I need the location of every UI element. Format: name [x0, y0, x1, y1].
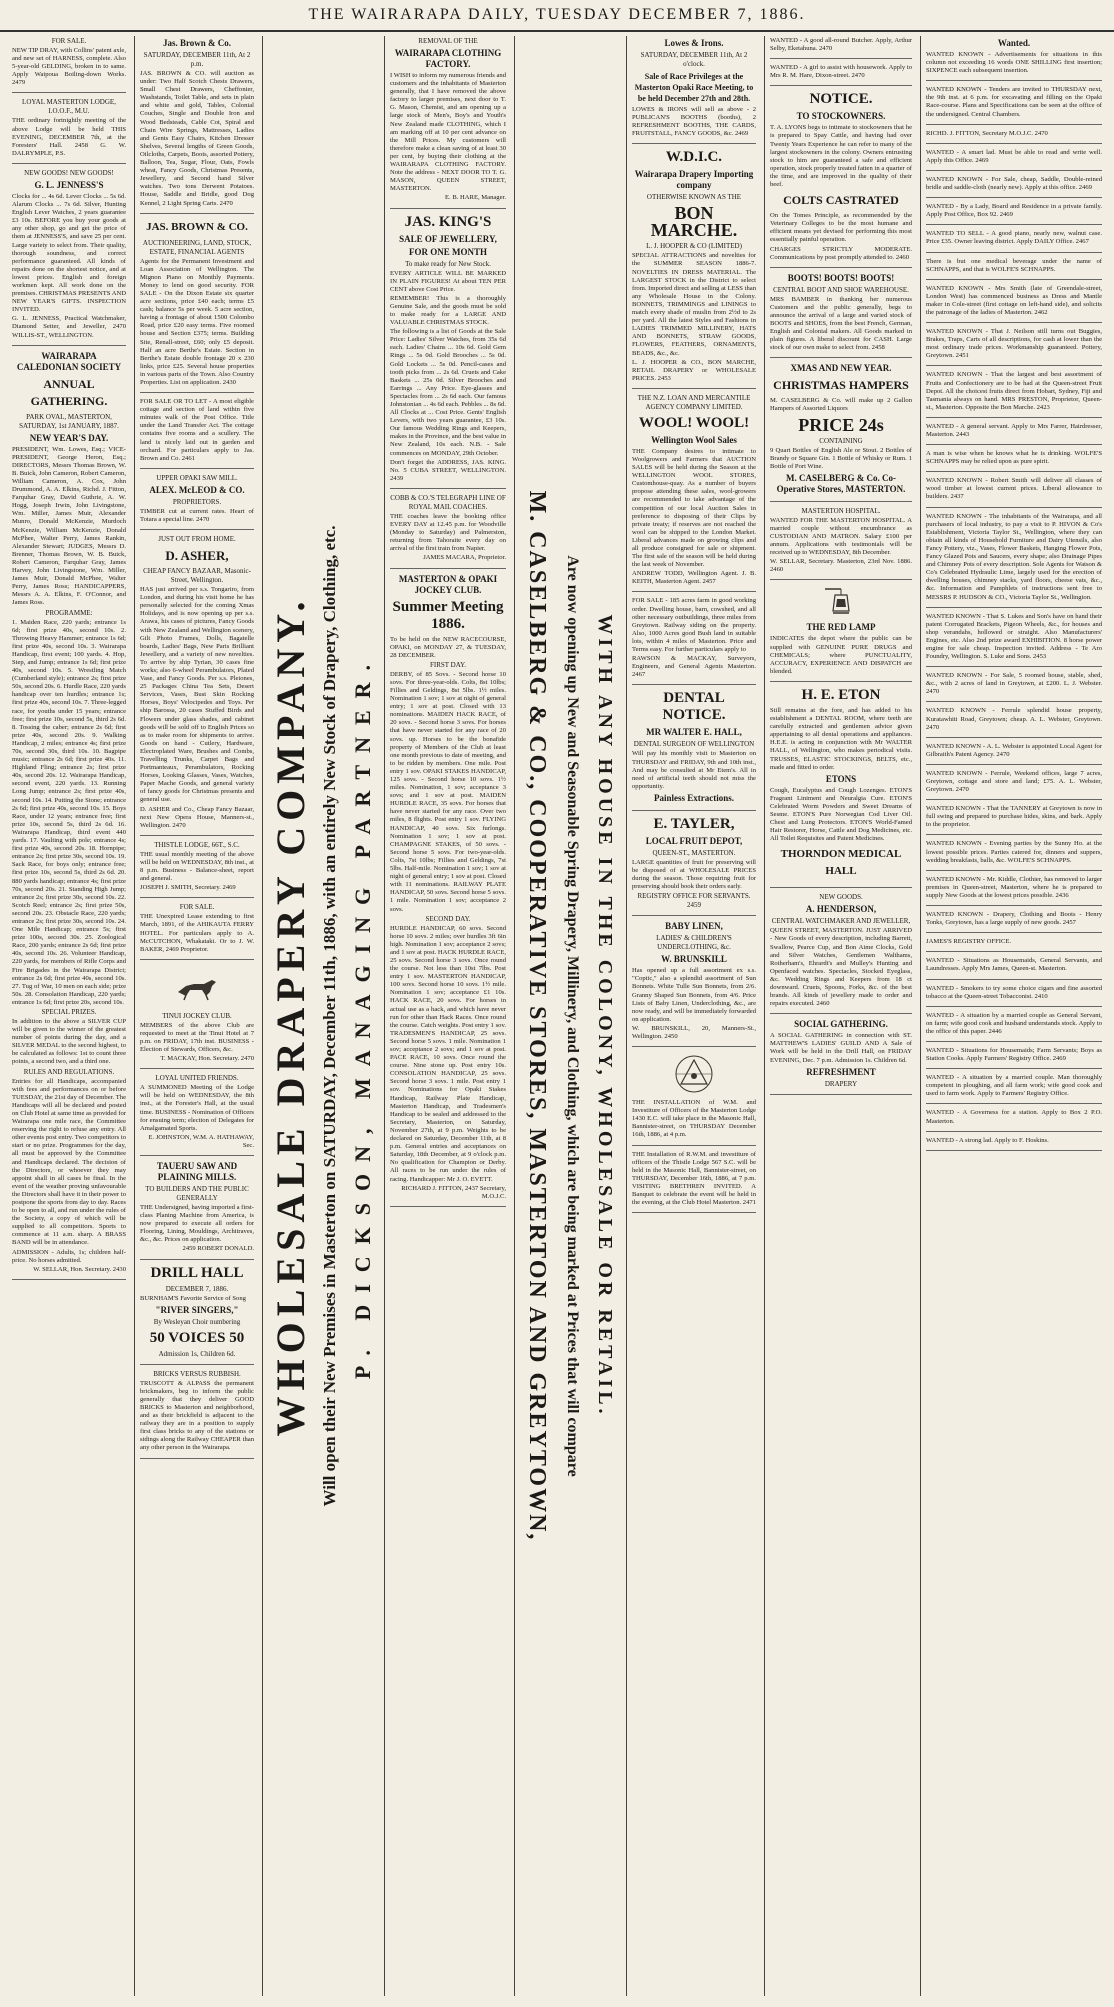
rotated-line-5: Are now opening up New and Seasonable Spring Drapery, Millinery, and Clothing, which are being marked at Prices that will compare [564, 555, 581, 1477]
column-rule [262, 36, 263, 1996]
column-4 [628, 36, 760, 1996]
ad-eton-chemist: H. E. ETON Still remains at the fore, and has added to his establishment a DENTAL ROOM, where teeth are carefully extracted and gentlemen advice given appertaining to all dental operations and appliances. H.E.E. is acting in conjunction with Mr WALTER HALL, of Wellington, who makes periodical visits. TRUSSES, ELASTIC STOCKINGS, BELTS, etc., made and fitted to order. ETONS Cough, Eucalyptus and Cough Lozenges. ETON'S Fragrant Liniment and Neuralgia Cure. ETON'S Celebrated Worm Powders and Sweet Dreams of Sesme. ETON'S Pure Norwegian Cod Liver Oil. Chest and Lung Protectors. ETON'S World-Famed Hair Restorer, Horse, Cattle and Dog Medicines, etc. All Toilet Requisites and Patent Medicines. THORNDON MEDICAL HALL [770, 687, 912, 888]
column-rule [626, 36, 627, 1996]
wanted-item: WANTED - Smokers to try some choice cigars and fine assorted tobacco at the Queen-street Tobacconist. 2410 [926, 985, 1102, 1007]
ad-christmas-hampers: XMAS AND NEW YEAR. CHRISTMAS HAMPERS M. CASELBERG & Co. will make up 2 Gallon Hampers of Assorted Liquors PRICE 24s CONTAINING 9 Quart Bottles of English Ale or Stout. 2 Bottles of Brandy or Square Gin. 1 Bottle of Whisky or Rum. 1 Bottle of Port Wine. M. CASELBERG & Co. Co-Operative Stores, MASTERTON. [770, 363, 912, 501]
wanted-item: There is but one medical beverage under the name of SCHNAPPS, and that is WOLFE'S SCHNAPPS. [926, 258, 1102, 280]
wanted-item: WANTED KNOWN - That the TANNERY at Greytown is now in full swing and prepared to purchase hides, skins, and bark. Apply to the proprietor. [926, 805, 1102, 835]
wanted-list [926, 51, 1102, 1151]
ad-bon-marche: W.D.I.C. Wairarapa Drapery Importing company OTHERWISE KNOWN AS THE BON MARCHE. L. J. HOOPER & CO (LIMITED) SPECIAL ATTRACTIONS and novelties for the SUMMER SEASON 1886-7. NOVELTIES IN DRESS MATERIAL. The LARGEST STOCK in the District to select from. Imported direct and selling at LESS than any Wholesale House in the Colony. BONNETS, TRIMMINGS and LININGS to match every shade of muslin from 2½d to 2s per yard. All the latest Styles and Fashions in LADIES TRIMMED MILLINERY, HATS AND BONNETS, STRAW GOODS, FLOWERS, FEATHERS, ORNAMENTS, BEADS, &c., &c. L. J. HOOPER & CO., BON MARCHE, RETAIL DRAPERY or WHOLESALE PRICES. 2453 [632, 149, 756, 389]
wanted-item: WANTED - A strong lad. Apply to F. Hoskins. [926, 1137, 1102, 1151]
ad-ferry-hotel-lease: FOR SALE. THE Unexpired Lease extending to first March, 1891, of the AHIKAUTA FERRY HOTEL. For particulars apply to A. McCUTCHON, Whakataki. Or to J. W. BAKER, 2469 Proprietor. [140, 903, 254, 959]
ad-boots: BOOTS! BOOTS! BOOTS! CENTRAL BOOT AND SHOE WAREHOUSE. MRS BAMBER in thanking her numerous Customers and the public generally, begs to announce the arrival of a large and varied stock of BOOTS and SHOES, from the best French, German, English and Colonial makers. All Goods marked in plain figures. A liberal discount for CASH. Large stock of our own make to select from. 2458 [770, 273, 912, 359]
ad-jenness: NEW GOODS! NEW GOODS! G. L. JENNESS'S Clocks for ... 4s 6d. Lever Clocks ... 5s 6d. Alarum Clocks ... 7s 6d. Silver, Hunting English Lever Watches, 2 years guarantee £3 10s. BEFORE you buy your goods at any other shop, go and get the price of them at JENNESS'S, and save 25 per cent. Large variety to select from. Their quality, thorough soundness, and correct performance guaranteed. All kinds of repairs done on the shortest notice, and at lowest prices. English and foreign workmen kept. All work done on the premises. CHRISTMAS PRESENTS AND NEW YEAR'S GIFTS. INSPECTION INVITED. G. L. JENNESS, Practical Watchmaker, Diamond Setter, and Jeweller, 2470 WILLIS-ST., WELLINGTON. [12, 169, 126, 346]
rotated-line-2: Will open their New Premises in Masterton on SATURDAY, December 11th, 1886, with an entirely New Stock of Drapery, Clothing, etc. [320, 525, 339, 1507]
wanted-item: WANTED KNOWN - Robert Smith will deliver all classes of wood timber at lowest current prices. Liberal allowance to builders. 2437 [926, 477, 1102, 507]
column-1 [8, 36, 130, 1996]
ad-jas-brown-auction: Jas. Brown & Co. SATURDAY, DECEMBER 11th, At 2 p.m. JAS. BROWN & CO. will auction as under: Two Half Scotch Chests Drawers, Small Chest Drawers, Cheffonier, Washstands, Toilet Table, and sets in plain and white and gold, Tables, Colonial Couches, Single and Double Iron and Wood Bedsteads, Cable Cot, Spiral and Chain Wire Springs, Mattresses, Ladies and Gents Easy Chairs, Kitchen Dresser Shelves, Several lengths of Green Goods, Oilcloths, Carpets, Boots, assorted Pottery, Balloon, Tea, Sugar, Flour, Oats, Fowls wheat, Fancy Goods, Christmas Presents, Jewellery, and Second hand Silver watches. Two tons Derwent Potatoes. House, Saddle and Bridle, good Dog Kennel, 2 Light Spring Carts. 2470 [140, 38, 254, 214]
ad-tayler-fruit: E. TAYLER, LOCAL FRUIT DEPOT, QUEEN-ST., MASTERTON. LARGE quantities of fruit for preserving will be disposed of at WHOLESALE PRICES during the season. Those requiring fruit for preserving should book their orders early. REGISTRY OFFICE FOR SERVANTS. 2459 [632, 816, 756, 916]
column-rule [134, 36, 135, 1996]
rotated-line-4: M. CASELBERG & CO., COOPERATIVE STORES, MASTERTON AND GREYTOWN, [524, 490, 551, 1542]
ad-wanted-butcher: WANTED - A good all-round Butcher. Apply, Arthur Selby, Eketahuna. 2470 [770, 37, 912, 59]
ad-thistle-installation: THE Installation of R.W.M. and investiture of officers of the Thistle Lodge 567 S.C. will be held in the Masonic Hall, Bannister-street, on THURSDAY, December 16th, 1886, at 7 p.m. VISITING BRETHREN INVITED. A Banquet to celebrate the event will be held in the evening, at the Club Hotel Masterton. 2471 [632, 1151, 756, 1214]
wanted-item: WANTED KNOWN - Ferrule, Weekend offices, large 7 acres, Greytown, cottage and store and land; £75. A. L. Webster, Greytown. 2470 [926, 770, 1102, 800]
ad-bricks: BRICKS VERSUS RUBBISH. TRUSCOTT & ALPASS the permanent brickmakers, beg to inform the public generally that they deliver GOOD BRICKS to Masterton and neighborhood, and as their brickfield is adjacent to the railway they are in a position to supply first class bricks to any of the stations or sidings along the Railway CHEAPER than any other person in the Wairarapa. [140, 1370, 254, 1459]
wanted-item: WANTED KNOWN - The inhabitants of the Wairarapa, and all purchasers of local industry, to pay a visit to P. HIVON & Co's Establishment, Victoria Taylor St., Wellington, where they can obtain all kinds of Household Furniture and Dairy Utensils, also Fancy Pottery, viz., Vases, Flower Baskets, Hanging Flower Pots, Fancy Glazed Pots and Saucers, every shape; also Drainage Pipes and Chimney Pots of every description. Sole Agents for Watson & Co's Celebrated Hydraulic Lime, largely used for the erection of dwelling houses, chimney stacks, yard floors, cheese vats, &c., &c. Information and Pamphlets of instructions sent free to MESSRS P. HUDSON & CO., Victoria Taylor St., Wellington. [926, 513, 1102, 608]
column-rule [384, 36, 385, 1996]
wanted-item: WANTED - A smart lad. Must be able to read and write well. Apply this Office. 2469 [926, 149, 1102, 171]
ad-farm-for-sale: FOR SALE - 185 acres farm in good working order. Dwelling house, barn, cowshed, and all other necessary outbuildings, three miles from Greytown. Railway siding on the property. Also, 1000 Acres good Bush land in suitable lots, within 4 miles of Masterton. Price and Terms easy. For further particulars apply to RAWSON & MACKAY, Surveyors, Engineers, and General Agents Masterton. 2467 [632, 597, 756, 685]
ad-cobb-coaches: COBB & CO.'S TELEGRAPH LINE OF ROYAL MAIL COACHES. THE coaches leave the booking office EVERY DAY at 12.45 p.m. for Woodville (Monday to Saturday) and Palmerston, returning from Tahoraite every day on arrival of the first train from Napier. JAMES MACARA, Proprietor. [390, 494, 506, 569]
wanted-item: WANTED - Situations for Housemaids; Farm Servants; Boys as Station Cooks. Apply Farmers' Registry Office. 2469 [926, 1047, 1102, 1069]
wanted-item: WANTED KNOWN - Evening parties by the Sunny Ho. at the lowest possible prices. Parties catered for, dinners and suppers, wedding breakfasts, balls, &c. WOLFE'S SCHNAPPS. [926, 840, 1102, 870]
wanted-item: WANTED - A general servant. Apply to Mrs Farrer, Hairdresser, Masterton. 2443 [926, 423, 1102, 445]
column-5 [766, 36, 916, 1996]
masthead: THE WAIRARAPA DAILY, TUESDAY DECEMBER 7, 1886. [0, 0, 1114, 32]
ad-tip-dray: FOR SALE. NEW TIP DRAY, with Collins' patent axle, and new set of HARNESS, complete. Also 5-year-old GELDING, broken in to same. Apply Waipoua Boiling-down Works. 2479 [12, 37, 126, 93]
rotated-line-6: WITH ANY HOUSE IN THE COLONY, WHOLESALE OR RETAIL. [594, 614, 617, 1418]
ad-masonic-installation: THE INSTALLATION of W.M. and Investiture of Officers of the Masterton Lodge 1430 E.C. will take place in the Masonic Hall, Bannister-street, on THURSDAY December 16th, 1886, at 4 p.m. [632, 1052, 756, 1145]
wanted-item: WANTED - A Governess for a station. Apply to Box 2 P.O. Masterton. [926, 1109, 1102, 1131]
wanted-item: A man is wise when he knows what he is drinking. WOLFE'S SCHNAPPS may be relied upon as pure spirit. [926, 450, 1102, 472]
column-rule [764, 36, 765, 1996]
racehorse-illustration [172, 965, 222, 1009]
rotated-line-1: WHOLESALE DRAPERY COMPANY. [267, 595, 313, 1437]
ad-lowes-irons: Lowes & Irons. SATURDAY, DECEMBER 11th, At 2 o'clock. Sale of Race Privileges at the Masterton Opaki Race Meeting, to be held December 27th and 28th. LOWES & IRONS will sell as above - 2 PUBLICAN'S BOOTHS (booths), 2 REFRESHMENT BOOTHS, THE CARDS, FRUITSTALL, FANCY GOODS, &c. 2469 [632, 38, 756, 144]
wanted-item: WANTED KNOWN - A. L. Webster is appointed Local Agent for Gilbraith's Patent Agency. 2470 [926, 743, 1102, 765]
lamp-icon [821, 585, 861, 619]
wanted-item: WANTED - A situation by a married couple. Man thoroughly competent in ploughing, and all farm work; wife good cook and used to farm work. Apply to Farmers' Registry Office. [926, 1074, 1102, 1104]
wanted-item: WANTED - A situation by a married couple as General Servant, on farm; wife good cook and husband understands stock. Apply to the office of this paper. 2446 [926, 1012, 1102, 1042]
ad-stockowners-notice: NOTICE. TO STOCKOWNERS. T. A. LYONS begs to intimate to stockowners that he is prepared to Spay Cattle, and having had over Twenty Years Experience he can refer to many of the largest stockowners in the colony. Owners entrusting stock to him are guaranteed a safe and efficient operation, stock properly treated fatten in a quarter of the time, and are improved in the quality of their beef. COLTS CASTRATED On the Tomes Principle, as recommended by the Veterinary Colleges to be the most humane and efficient means yet devised for performing this most essentially painful operation. CHARGES STRICTLY MODERATE. Communications by post promptly attended to. 2460 [770, 91, 912, 267]
wanted-heading: Wanted. [997, 38, 1031, 48]
ad-jas-king-jewellery: JAS. KING'S SALE OF JEWELLERY, FOR ONE MONTH To make ready for New Stock. EVERY ARTICLE WILL BE MARKED IN PLAIN FIGURES! At about TEN PER CENT above Cost Price. REMEMBER! This is a thoroughly Genuine Sale, and the goods must be sold to make ready for a LARGE AND VALUABLE CHRISTMAS STOCK. The following is a list of Goods at the Sale Price: Ladies' Silver Watches, from 35s 6d each. Ladies' Chains ... 10s 6d. Gold Gem Rings ... 5s 0d. Gold Brooches ... 5s 0d. Gold Lockets ... 5s 0d. Pencil-cases and tooth picks from ... 2s 6d. Cruets and Cake Baskets ... 25s 0d. Silver Brooches and Earrings ... Any Price. Eye-glasses and Spectacles from ... 2s 6d each. Our famous Johnstonian ... 4s 6d each. Pebbles ... 8s 6d. All Clocks at ... Cost Price. Gents' English Levers, with two years guarantee, £3 10s. Our famous Wedding Rings and Keepers, makes in the Province, and the best value in New Zealand, 10s each. N.B. - Sale commences on MONDAY, 29th October. Don't forget the ADDRESS, JAS. KING. No. 5 CUBA STREET, WELLINGTON. 2439 [390, 214, 506, 489]
ad-dental-notice: DENTAL NOTICE. MR WALTER E. HALL, DENTAL SURGEON OF WELLINGTON Will pay his monthly visit to Masterton on THURSDAY and FRIDAY, 9th and 10th inst., And may be consulted at Mr Etem's. All in need of artificial teeth should not miss the opportunity. Painless Extractions. [632, 690, 756, 810]
ad-asher-bazaar: JUST OUT FROM HOME. D. ASHER, CHEAP FANCY BAZAAR, Masonic-Street, Wellington. HAS just arrived per s.s. Tongariro, from London, and during his visit home he has personally selected for the coming Xmas Holidays, and is now opening up per s.s. Arawa, his cases of pictures, Fancy Goods with New Zealand and Wellington scenery, Gilt Photo Frames, Dolls, Bagatelle boards, Ladies' Bags, New Paris Brilliant Jewellery, and a variety of new novelties. To arrive by ship Tyrian, 30 cases fine works; also 6-wheel Perambulators, Plated Vase, and Fancy Goods. Per s.s. Pleiones, 25 Packages China Tea Sets, Desert Services, Vases, Bust Skin Rocking Horses, Boys' Velocipedes and Toys. Per ship Barossa, 20 cases Stuffed Birds and Flowers under glass shades, and cabinet goods will be sold off to English Prices so as to make room for shipments to arrive. Goods on hand - Cutlery, Hardware, Electroplated Ware, Brushes and Combs, Travelling Trunks, Carpet Bags and Portmanteaux, Perambulators, Rocking Horses, Looking Glasses, Vases, Watches, Paper Mache Goods, and general variety of fancy goods for Christmas presents and general use. D. ASHER and Co., Cheap Fancy Bazaar, next New Opera House, Manners-st., Wellington. 2470 [140, 535, 254, 836]
column-rule [920, 36, 921, 1996]
ad-clothing-factory: REMOVAL OF THE WAIRARAPA CLOTHING FACTORY. I WISH to inform my numerous friends and customers and the inhabitants of Masterton generally, that I have removed the above factory to larger premises, next door to T. G. Mason, Chemist, and am opening up a large stock of Men's, Boy's and Youth's New Zealand made CLOTHING, which I am marking off at 10 per cent advance on the Mill Prices. My customers will therefore make a clean saving of at least 30 per cent, by buying their clothing at the WAIRARAPA CLOTHING FACTORY. Note the address - NEXT DOOR TO T. G. MASON, QUEEN STREET, MASTERTON. E. B. HARE, Manager. [390, 37, 506, 209]
column-2 [136, 36, 258, 1996]
ad-cottage-to-let: FOR SALE OR TO LET - A most eligible cottage and section of land within five minutes walk of the Post Office. Title under the Land Transfer Act. The cottage contains five rooms and a scullery. The land is nicely laid out in garden and orchard. For particulars apply to Jas. Brown and Co. 2461 [140, 398, 254, 469]
wanted-item: WANTED KNOWN - Mrs Smith (late of Greendale-street, London West) has commenced business as Dress and Mantle maker in Cole-street (first cottage on left-hand side), and solicits the patronage of the ladies of Masterton. 2462 [926, 285, 1102, 323]
column-rule [514, 36, 515, 1996]
rotated-line-3: P. DICKSON, MANAGING PARTNER. [350, 652, 375, 1380]
column-6 [922, 36, 1106, 1996]
ad-wanted-girl: WANTED - A girl to assist with housework. Apply to Mrs R. M. Hare, Dixon-street. 2470 [770, 64, 912, 86]
ad-caledonian-society: WAIRARAPA CALEDONIAN SOCIETY ANNUAL GATHERING. PARK OVAL, MASTERTON, SATURDAY, 1st JANUARY, 1887. NEW YEAR'S DAY. PRESIDENT, Wm. Lowes, Esq.; VICE-PRESIDENT, George Heron, Esq.; DIRECTORS, Messrs Thomas Brown, W. B. Buick, John Cameron, Robert Cameron, William Cameron, A. Cox, John Drummond, A. A. Elkins, Richd. J. Fitton, Farquhar Gray, David Guthrie, A. W. Hogg, Joseph Irwin, John Livingstone, Wm. Miller, James Muir, Alexander Munro, Donald McKenzie, Murdoch McKenzie, William McKenzie, Donald McPhee, Walter Perry, James Rankin, Alexander Stewart; JUDGES, Messrs D. Brenner, Thomas Brown, W. B. Buick, Robert Cameron, Farquhar Gray, James Harvey, John Livingstone, Wm. Miller, James Muir, Donald McPhee, Walter Perry, James Ross; HANDICAPPERS, Messrs A. A. Elkins, F. O'Connor, and James Ross. PROGRAMME: 1. Maiden Race, 220 yards; entrance 1s 6d; first prize 40s, second 10s. 2. Throwing Heavy Hammer; entrance 1s 6d; first prize 40s, second 10s. 3. Wairarapa Handicap, first event; 100 yards. 4. Hop, Step, and Jump; entrance 1s 6d; first prize 40s, second 10s. 5. Wrestling Match (Cumberland style); entrance 2s; first prize 50s, second 20s. 6. Hurdle Race, 220 yards handicap over ten hurdles; entrance 1s; first prize 40s, second 10s. 7. Three-legged race, for youths under 15 years; entrance free; first prize 10s, second 5s, third 2s 6d. 8. Tossing the caber; entrance 2s 6d; first prize 40s, second 20s. 9. Walking Handicap, 2 miles; entrance 4s; first prize 70s, second 30s, third 10s. 10. Bagpipe music; entrance 2s 6d; first prize 40s. 11. Highland Fling; entrance 2s; first prize 40s, second 20s. 12. Wairarapa Handicap, second event, 220 yards. 13. Running Long Jump; entrance 2s; first prize 40s, second 10s. 14. Putting the Stone; entrance 2s 6d; first prize 40s, second 10s. 15. Boys Race, under 12 years; entrance free; first prize 10s, second 5s, third 2s 6d. 16. Wairarapa Handicap, third event 440 yards. 17. Vaulting with pole; entrance 4s; first prize 40s, second 20s. 18. Hornpipe; entrance 2s; first prize 30s, second 10s. 19. Sack Race, for boys only; entrance free; first prize 10s, second 5s, third 2s 6d. 20. 880 yards handicap; entrance 4s; first prize 70s, second 20s. 21. Standing High Jump; entrance 2s; first prize 30s, second 10s. 22. Scotch Reel; entrance 2s; first prize 50s, second 20s. 23. Obstacle Race, 220 yards; entrance 2s; first prize 30s, second 10s. 24. One Mile Handicap; entrance 5s; first prize 100s, second 30s. 25. Zoological Race, 200 yards; entrance 2s 6d; first prize 40s, second 10s. 26. Volunteer Handicap, 220 yards, for members of Rifle Corps and Fire Brigades in the Wairarapa District; entrance 2s 6d; first prize 40s, second 10s. 27. Tug of War, 10 men on each side; prize 50s. 28. Consolation Handicap, 220 yards; entrance 1s 6d; first prize 20s, second 10s. SPECIAL PRIZES. In addition to the above a SILVER CUP will be given to the winner of the greatest number of points during the day, and a SILVER MEDAL to the second highest, to be calculated as follows: 1st to count three points, a second two, and a third one. RULES AND REGULATIONS. Entries for all Handicaps, accompanied with fees and performances on or before TUESDAY, the 21st day of December. The Handicaps will all be declared and posted on Club Hotel at same time as provided for Wairarapa one mile race, the Committee reserving the right to refuse any entry. All other events post entry. Two competitors to start or no prize. Programmes for the day, all must be approved by the Committee and Handicaps declared. The decision of the Directors, or whoever they may appoint shall in all cases be final. In the event of the weather proving unfavourable the Directors shall have it in their power to postpone the sports from day to day. Races to be open to all, and run under the rules of the Society, a copy of which will be supplied to all competitors. Sports to commence at 11 a.m. sharp. A BRASS BAND will be in attendance. ADMISSION - Adults, 1s; children half-price. No horses admitted. W. SELLAR, Hon. Secretary. 2430 [12, 351, 126, 1280]
ad-tinui-jockey-club: TINUI JOCKEY CLUB. MEMBERS of the above Club are requested to meet at the Tinui Hotel at 7 p.m. on FRIDAY, 17th inst. BUSINESS - Election of Stewards, Officers, &c. T. MACKAY, Hon. Secretary. 2470 [140, 965, 254, 1069]
wanted-item: WANTED KNOWN - Mr. Kiddle, Clothier, has removed to larger premises in Queen-street, Masterton, where he is prepared to supply New Goods at the lowest prices possible. 2436 [926, 876, 1102, 906]
ad-jockey-club-meeting: MASTERTON & OPAKI JOCKEY CLUB. Summer Meeting 1886. To be held on the NEW RACECOURSE, OPAKI, on MONDAY 27, & TUESDAY, 28 DECEMBER. FIRST DAY. DERBY, of 85 Sovs. - Second horse 10 sovs. For three-year-olds. Colts, 8st 10lbs; Fillies and Geldings, 8st 5lbs. 1½ miles. Nomination 1 sov; 1 sov at night of general entry; 1 sov at post. Closed with 13 nominations. MAIDEN HACK RACE, of 20 sovs. - Second horse 3 sovs. For horses that have never started for any race of 20 sovs. up. Horses to be the bonafide property of Members of the Club at least one month previous to date of meeting, and to be ridden by members. One mile. Post entry 1 sov. OPAKI STAKES HANDICAP, 125 sovs. - Second horse 10 sovs. 1½ miles. Nomination, 1 sov; acceptance 3 sovs; and 1 sov at post. MAIDEN HURDLE RACE, 35 sovs. For horses that have never started for any race. Over two miles, 8 flights. Post entry 1 sov. FLYING HANDICAP, 40 sovs. Six furlongs. Nomination 1 sov; 1 sov at post. CHAMPAGNE STAKES, of 50 sovs. - Second horse 5 sovs. For two-year-olds. Colts, 7st 10lbs; Fillies and Geldings, 7st 5lbs. Half-mile. Nomination 1 sov; 1 sov at night of general entry; 1 sov at post. Closed with 11 nominations. RAILWAY PLATE HANDICAP, 50 sovs. Second horse 5 sovs. 1 mile. Nomination 1 sov; acceptance 2 sovs. SECOND DAY. HURDLE HANDICAP, 60 sovs. Second horse 10 sovs. 2 miles; over hurdles 3ft 6in high. Nomination 1 sov; acceptance 2 sovs; and 1 sov at post. HACK HURDLE RACE, 25 sovs. Second horse 3 sovs. Once round the course. Not less than 10st 7lbs. Post entry 1 sov. MASTERTON HANDICAP, 100 sovs. Second horse 10 sovs. 1½ mile. Nomination 1 sov; acceptance £1 10s. HACK RACE, 20 sovs. For horses in actual use as a hack, and which have never run for other than Hack Races. Once round the course. Catch weights. Post entry 1 sov. TRADESMEN'S HANDICAP, 25 sovs. Second horse 5 sovs. 1 mile. Nomination 1 sov; acceptance 2 sovs; and 1 sov at post. PACE RACE, 10 sovs. Once round the course. Nine stone up. Post entry 10s. CONSOLATION HANDICAP, 25 sovs. Second horse 3 sovs. 1 mile. Post entry 1 sov. Nominations for Opaki Stakes Handicap, Railway Plate Handicap, Masterton Handicap, and Tradesmen's Handicap to be sealed and addressed to the Secretary, Masterton, on Saturday, November 27th, at 9 p.m. Weights to be declared on Saturday, December 11th, at 8 p.m. General entries and acceptances on Saturday, 18th December, at 9 o'clock p.m. No qualification for Champion or Derby. All races to be run under the rules of racing. Handicapper: Mr J. O. EVETT. RICHARD J. FITTON, 2437 Secretary, M.O.J.C. [390, 574, 506, 1207]
wanted-item: WANTED KNOWN - Drapery, Clothing and Boots - Henry Tonks, Greytown, has a large supply of new goods. 2457 [926, 911, 1102, 933]
wanted-item: JAMES'S REGISTRY OFFICE. [926, 938, 1102, 952]
wanted-item: WANTED - By a Lady, Board and Residence in a private family. Apply Post Office, Box 92. 2469 [926, 203, 1102, 225]
ad-loyal-united-friends: LOYAL UNITED FRIENDS. A SUMMONED Meeting of the Lodge will be held on WEDNESDAY, the 8th inst., at the Forester's Hall, at the usual time. BUSINESS - Nomination of Officers for ensuing term; election of Delegates for Amalgamated Sports. E. JOHNSTON, W.M. A. HATHAWAY, Sec. [140, 1074, 254, 1156]
wanted-item: WANTED KNOWN - For Sale, 5 roomed house, stable, shed, &c., with 2 acres of land in Greytown, at £200. L. J. Webster. 2470 [926, 672, 1102, 702]
ad-nz-loan-wool: THE N.Z. LOAN AND MERCANTILE AGENCY COMPANY LIMITED. WOOL! WOOL! Wellington Wool Sales THE Company desires to intimate to Woolgrowers and Farmers that AUCTION SALES will be held during the Season at the WELLINGTON WOOL STORES, Customhouse-quay. As a number of buyers propose attending these sales, wool-growers are recommended to take advantage of the competition of our local Auction Sales in preference to disposing of their Clips by private treaty; if reserves are not reached the wool can be shipped to the London Market. Liberal advances made on growing clips and all produce consigned for sale or shipment. The first sale of the season will be held during the last week of November. ANDREW TODD, Wellington Agent. J. B. KEITH, Masterton Agent. 2457 [632, 394, 756, 593]
wanted-item: WANTED KNOWN - For Sale, cheap, Saddle, Double-reined bridle and saddle-cloth (nearly new). Apply at this office. 2469 [926, 176, 1102, 198]
wanted-item: WANTED KNOWN - Tenders are invited to THURSDAY next, the 9th inst. at 6 p.m. for excavating and filling on the Opaki Race-course. Plans and Specifications can be seen at the office of the undersigned. Central Chambers. [926, 86, 1102, 124]
ad-baby-linen: BABY LINEN, LADIES' & CHILDREN'S UNDERCLOTHING, &c. W. BRUNSKILL Has opened up a full assortment ex s.s. "Coptic," also a splendid assortment of Sun Bonnets. White Tulle Sun Bonnets, from 2/6. Granny Shaped Sun Bonnets, from 4/6. Price Lists of Baby Linen, Underclothing, &c., are now ready, and will be immediately forwarded on application. W. BRUNSKILL, 20, Manners-St., Wellington. 2450 [632, 921, 756, 1047]
ad-drill-hall: DRILL HALL DECEMBER 7, 1886. BURNHAM'S Favorite Service of Song "RIVER SINGERS," By Wesleyan Choir numbering 50 VOICES 50 Admission 1s, Children 6d. [140, 1265, 254, 1365]
ad-red-lamp: THE RED LAMP INDICATES the depot where the public can be supplied with GENUINE PURE DRUGS and CHEMICALS; where PUNCTUALITY, ACCURACY, EXPERIENCE AND DISPATCH are blended. [770, 585, 912, 681]
ad-jas-brown-agents: JAS. BROWN & CO. AUCTIONEERING, LAND, STOCK, ESTATE, FINANCIAL AGENTS Agents for the Permanent Investment and Loan Association of Wellington. The Mignon Piano on Monthly Payments. Money to lend on good security. FOR SALE - On the Dixon Estate six quarter acre sections, price £40 each; terms £5 cash; balance 5s per week. 5 acre section, having a frontage of about 1500 Colombo Road, price £20 easy terms. Five roomed house and Section £375; terms. Building Site, Renall-street, £60; only £5 deposit. Half an acre Berthe's Estate. Section in Berthe's Estate double frontage 20 x 230 links, price £25. Several house properties in various parts of the Town. Also Country Properties. List on application. 2430 [140, 219, 254, 394]
wanted-item: WANTED - Situations as Housemaids, General Servants, and Laundresses. Apply Mrs James, Queen-st. Masterton. [926, 957, 1102, 979]
wanted-item: WANTED KNOWN - Ferrule splendid house property, Kuratawhiti Road, Greytown; cheap. A. L. Webster, Greytown. 2470 [926, 707, 1102, 737]
ad-oddfellows-lodge: LOYAL MASTERTON LODGE, I.O.O.F., M.U. THE ordinary fortnightly meeting of the above Lodge will be held THIS EVENING, DECEMBER 7th, at the Foresters' Hall. 2458 G. W. DALRYMPLE, P.S. [12, 98, 126, 163]
ad-social-gathering: SOCIAL GATHERING. A SOCIAL GATHERING in connection with ST. MATTHEW'S LADIES' GUILD AND A Sale of Work will be held in the Drill Hall, on FRIDAY EVENING, Dec. 7 p.m. Admission 1s. Children 6d. REFRESHMENT DRAPERY [770, 1019, 912, 1094]
ad-henderson-watchmaker: NEW GOODS. A. HENDERSON, CENTRAL WATCHMAKER AND JEWELLER, QUEEN STREET, MASTERTON. JUST ARRIVED - New Goods of every description, including Barrett, Swallow, Pearce Cup, and Bon Aime Clocks, Gold and Silver Watches, Gentlemen Walthams, Rotherham's, Ehrardt's and Mulley's Hunting and Openfaced watches. Spectacles, Stocked Eyeglass, &c. Wedding Rings and Keepers from 18 ct downward. Cruets, Spoons, Forks, &c. of the best brands. All kinds of jewellery made to order and repairs executed. 2460 [770, 893, 912, 1014]
wanted-item: WANTED KNOWN - Advertisements for situations in this column not exceeding 16 words ONE SHILLING first insertion; SIXPENCE each subsequent insertion. [926, 51, 1102, 81]
wanted-item: WANTED KNOWN - That the largest and best assortment of Fruits and Confectionery are to be had at the Queen-street Fruit Depot. All the choicest fruits direct from Hobart, Sydney, Fiji and Tasmania always on hand. MRS PRESTON, Proprietor, Queen-st., Masterton. Opposite the Bon Marche. 2423 [926, 371, 1102, 417]
wanted-item: WANTED KNOWN - That S. Lukes and Son's have on hand their patent Corrugated Brackets, Pigeon Wheels, &c., for houses and shop verandahs, hollowed or straight. Also Manufacturers' Engines, etc. Also 2nd prize award EXHIBITION. 8 horse power engine for sale cheap. Inspection invited. Address - Te Aro Foundry, Wellington. S. Luke and Sons. 2453 [926, 613, 1102, 668]
ad-taueru-mills: TAUERU SAW AND PLAINING MILLS. TO BUILDERS AND THE PUBLIC GENERALLY THE Undersigned, having imported a first-class Planing Machine from America, is now prepared to execute all orders for Flooring, Lining, Mouldings, Architraves, &c., &c. Prices on application. 2459 ROBERT DONALD. [140, 1161, 254, 1260]
ad-opaki-saw-mill: UPPER OPAKI SAW MILL. ALEX. McLEOD & CO. PROPRIETORS. TIMBER cut at current rates. Heart of Totara a special line. 2470 [140, 474, 254, 530]
ad-thistle-lodge: THISTLE LODGE, 66T., S.C. THE usual monthly meeting of the above will be held on WEDNESDAY, 8th inst., at 8 p.m. Business - Balance-sheet, report and general. JOSEPH J. SMITH, Secretary. 2469 [140, 841, 254, 898]
wanted-item: RICHD. J. FITTON, Secretary M.O.J.C. 2470 [926, 130, 1102, 144]
column-3 [386, 36, 510, 1996]
ad-masterton-hospital: MASTERTON HOSPITAL. WANTED FOR THE MASTERTON HOSPITAL. A married couple without encumbrance as CUSTODIAN AND MATRON. Salary £100 per annum. Applications with testimonials will be received up to WEDNESDAY, 8th December. W. SELLAR, Secretary. Masterton, 23rd Nov. 1886. 2460 [770, 507, 912, 581]
wanted-item: WANTED KNOWN - That J. Neilson still turns out Buggies, Brakes, Traps, Carts of all descriptions, for cash at lower than the most ordinary trade prices. Workmanship guaranteed. Pottery, Greytown. 2451 [926, 328, 1102, 366]
wanted-item: WANTED TO SELL - A good piano, nearly new, walnut case. Price £35. Owner leaving district. Apply DAILY Office. 2467 [926, 230, 1102, 252]
masonic-emblem-icon [669, 1052, 719, 1096]
